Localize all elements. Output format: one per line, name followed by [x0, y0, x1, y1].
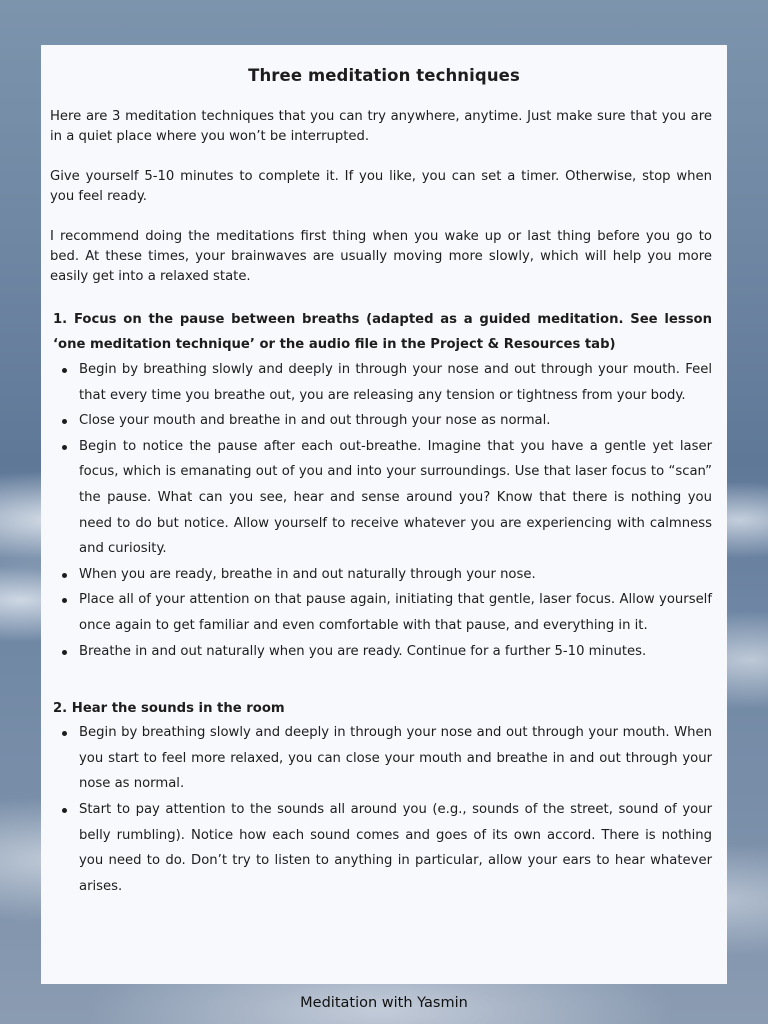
- document-title: Three meditation techniques: [248, 66, 520, 85]
- section-heading: 2. Hear the sounds in the room: [53, 701, 285, 717]
- intro-paragraph: I recommend doing the meditations first thing when you wake up or last thing before you go to bed. At these times, your brainwaves are usually moving more slowly, which will help you more easily get into a relaxed state.: [50, 229, 712, 284]
- bullet-icon: [62, 445, 67, 450]
- bullet-item: [79, 562, 712, 588]
- document-card: [41, 45, 727, 984]
- bullet-icon: [62, 808, 67, 813]
- bullet-text: Begin to notice the pause after each out-breathe. Imagine that you have a gentle yet laser focus, which is emanating out of you and into your surroundings. Use that laser focus to “scan” the pause. What can you see, hear and sense around you? Know that there is nothing you need to do but notice. Allow yourself to receive whatever you are experiencing with calmness and curiosity.: [79, 438, 712, 557]
- bullet-item: [79, 639, 712, 665]
- intro-paragraph: Give yourself 5-10 minutes to complete it. If you like, you can set a timer. Otherwise, stop when you feel ready.: [50, 169, 712, 204]
- bullet-item: [79, 408, 712, 434]
- footer-credit: Meditation with Yasmin: [300, 995, 468, 1011]
- bullet-text: Begin by breathing slowly and deeply in through your nose and out through your mouth. Feel that every time you breathe out, you are releasing any tension or tightness from your body.: [79, 362, 712, 403]
- intro-paragraph: Here are 3 meditation techniques that you can try anywhere, anytime. Just make sure that you are in a quiet place where you won’t be interrupted.: [50, 109, 712, 144]
- bullet-icon: [62, 650, 67, 655]
- bullet-item: [79, 587, 712, 638]
- bullet-icon: [62, 573, 67, 578]
- bullet-text: When you are ready, breathe in and out naturally through your nose.: [79, 566, 536, 582]
- bullet-icon: [62, 368, 67, 373]
- section-heading: 1. Focus on the pause between breaths (adapted as a guided meditation. See lesson ‘one meditation technique’ or the audio file in the Project & Resources tab): [53, 312, 712, 352]
- bullet-item: [79, 797, 712, 899]
- bullet-icon: [62, 598, 67, 603]
- bullet-icon: [62, 419, 67, 424]
- bullet-text: Begin by breathing slowly and deeply in through your nose and out through your mouth. When you start to feel more relaxed, you can close your mouth and breathe in and out through your nose as normal.: [79, 725, 712, 792]
- bullet-list: [50, 357, 712, 664]
- bullet-list: [50, 720, 712, 899]
- bullet-icon: [62, 731, 67, 736]
- bullet-text: Close your mouth and breathe in and out through your nose as normal.: [79, 413, 551, 429]
- bullet-text: Place all of your attention on that pause again, initiating that gentle, laser focus. Allow yourself once again to get familiar and even comfortable with that pause, and everything in it.: [79, 592, 712, 633]
- bullet-item: [79, 434, 712, 562]
- bullet-text: Start to pay attention to the sounds all around you (e.g., sounds of the street, sound of your belly rumbling). Notice how each sound comes and goes of its own accord. There is nothing you need to do. Don’t try to listen to anything in particular, allow your ears to hear whatever arises.: [79, 801, 712, 894]
- bullet-item: [79, 357, 712, 408]
- bullet-item: [79, 720, 712, 797]
- bullet-text: Breathe in and out naturally when you are ready. Continue for a further 5-10 minutes.: [79, 643, 647, 659]
